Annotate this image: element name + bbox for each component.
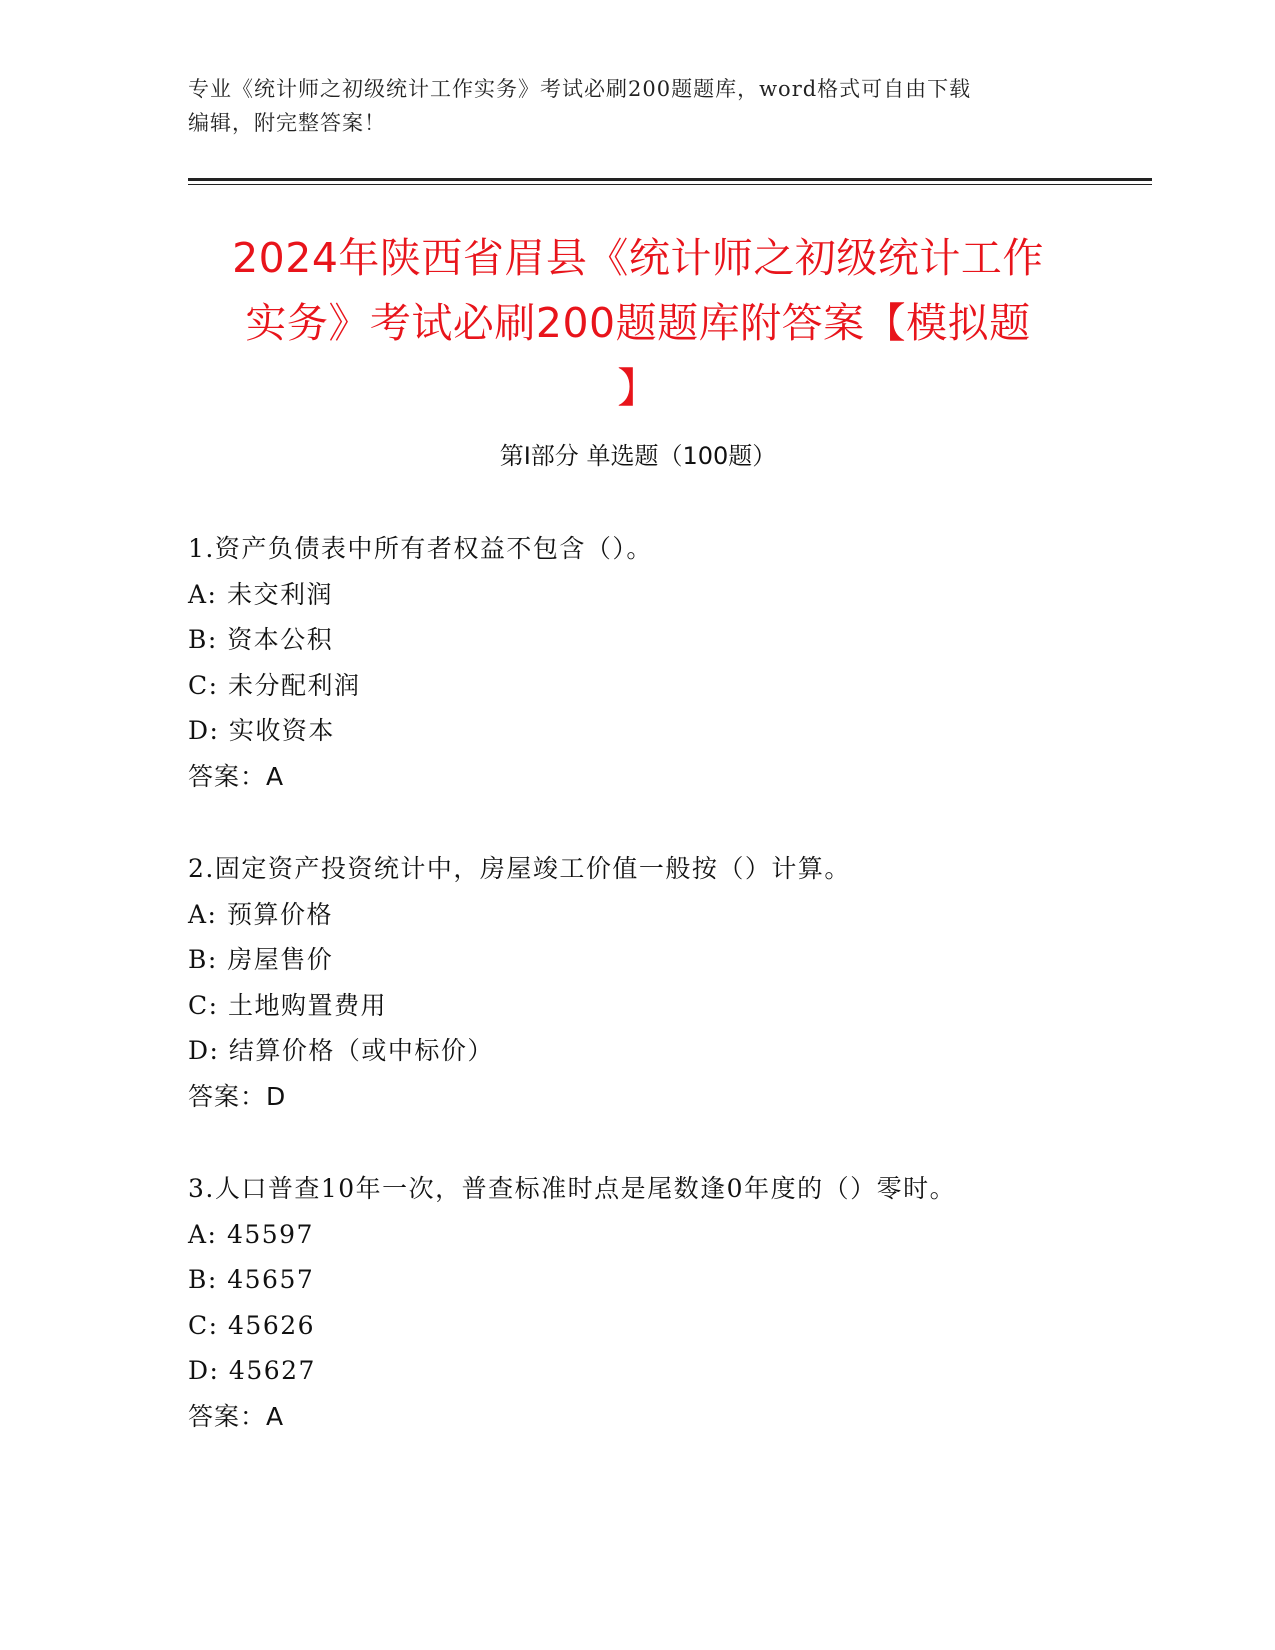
section-title: 第I部分 单选题（100题）: [499, 442, 777, 470]
option-label: B:: [188, 1265, 218, 1294]
option-text: 未交利润: [226, 579, 333, 609]
answer: 答案：A: [188, 761, 285, 791]
option-label: D:: [188, 1356, 220, 1385]
option-label: D:: [188, 1036, 220, 1065]
option-text: 土地购置费用: [228, 990, 388, 1020]
option-label: A:: [188, 899, 218, 929]
option-label: A:: [188, 1219, 218, 1249]
option-label: C:: [188, 990, 219, 1020]
answer: 答案：A: [188, 1401, 285, 1431]
option-text: 结算价格（或中标价）: [228, 1036, 494, 1065]
question-3: [188, 1166, 1118, 1439]
option-text: 预算价格: [226, 899, 333, 929]
option-text: 实收资本: [228, 716, 335, 745]
question-stem: 2.固定资产投资统计中，房屋竣工价值一般按（）计算。: [188, 854, 851, 883]
option-text: 45597: [226, 1219, 314, 1249]
question-2: [188, 846, 1118, 1119]
header-note: [188, 72, 1088, 140]
option-label: A:: [188, 579, 218, 609]
option-text: 45627: [228, 1356, 316, 1385]
header-rule-thin: [188, 184, 1152, 185]
document-title: [188, 226, 1088, 421]
option-label: B:: [188, 625, 218, 654]
option-label: C:: [188, 670, 219, 700]
option-c: [188, 663, 1118, 709]
option-a: [188, 1212, 1118, 1258]
option-d: [188, 708, 1118, 754]
option-d: [188, 1028, 1118, 1074]
question-1: [188, 526, 1118, 799]
option-text: 资本公积: [227, 625, 334, 654]
answer: 答案：D: [188, 1081, 287, 1111]
option-b: [188, 1257, 1118, 1303]
option-label: D:: [188, 716, 220, 745]
question-stem: 1.资产负债表中所有者权益不包含（）。: [188, 534, 653, 563]
option-text: 45657: [227, 1265, 315, 1294]
header-rule-thick: [188, 178, 1152, 181]
option-a: [188, 572, 1118, 618]
option-b: [188, 937, 1118, 983]
option-text: 房屋售价: [227, 945, 334, 974]
option-a: [188, 892, 1118, 938]
option-c: [188, 983, 1118, 1029]
header-note-line-1: 专业《统计师之初级统计工作实务》考试必刷200题题库，word格式可自由下载: [188, 77, 972, 101]
document-title-line-3: 】: [617, 364, 659, 412]
option-text: 45626: [228, 1310, 316, 1340]
header-note-line-2: 编辑，附完整答案！: [188, 111, 386, 135]
option-d: [188, 1348, 1118, 1394]
option-text: 未分配利润: [228, 670, 361, 700]
option-label: B:: [188, 945, 218, 974]
document-title-line-1: 2024年陕西省眉县《统计师之初级统计工作: [232, 234, 1044, 282]
option-label: C:: [188, 1310, 219, 1340]
document-title-line-2: 实务》考试必刷200题题库附答案【模拟题: [245, 299, 1031, 347]
question-stem: 3.人口普查10年一次，普查标准时点是尾数逢0年度的（）零时。: [188, 1174, 957, 1203]
option-c: [188, 1303, 1118, 1349]
option-b: [188, 617, 1118, 663]
